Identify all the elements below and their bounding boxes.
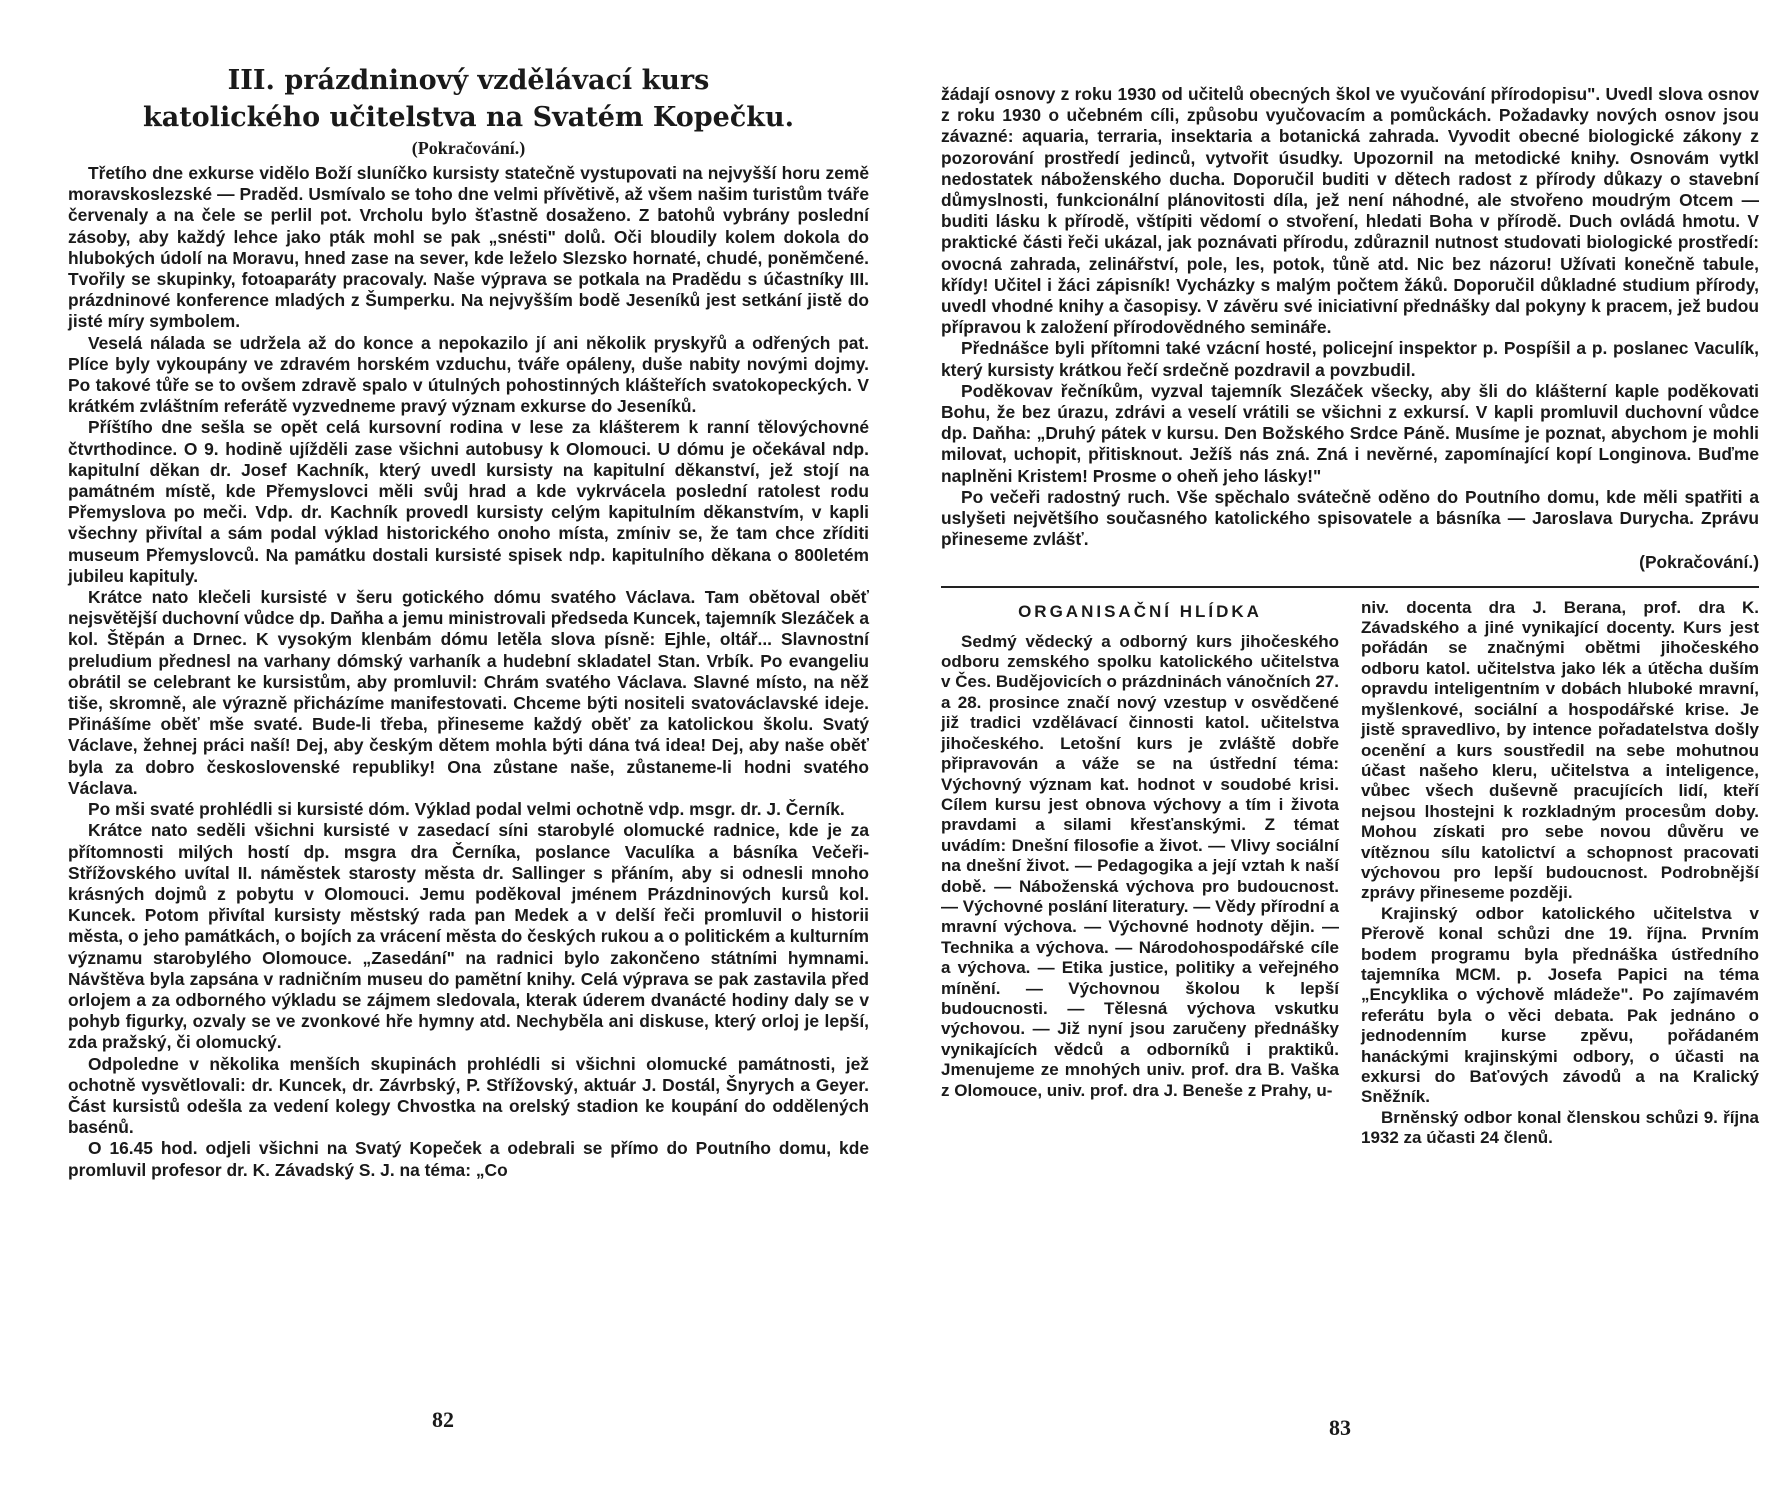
column-right — [1361, 598, 1759, 1149]
article-subtitle: (Pokračování.) — [411, 138, 526, 158]
paragraph: Po večeři radostný ruch. Vše spěchalo svátečně oděno do Poutního domu, kde měli spatřiti a uslyšeti největšího současného katolického spisovatele a básníka — Jaroslava Durycha. Zprávu přineseme zvlášť. — [941, 486, 1759, 550]
title-line-1: III. prázdninový vzdělávací kurs — [227, 65, 710, 96]
paragraph: Příštího dne sešla se opět celá kursovní rodina v lese za klášterem k ranní tělovýchovné čtvrthodince. O 9. hodině ujížděli zase všichni autobusy k Olomouci. U dómu je očekával ndp. kapitulní děkan dr. Josef Kachník, který uvedl kursisty na kapitulní děkanství, jež stojí na památném místě, kde Přemyslovci měli svůj hrad a kde vykrvácela poslední ratolest rodu Přemyslova po meči. Vdp. dr. Kachník provedl kursisty celým kapitulním děkanstvím, v kapli všechny přivítal a sám podal výklad historického onoho místa, zmíniv se, že tam chce zříditi museum Přemyslovců. Na památku dostali kursisté spisek ndp. kapitulního děkana o 800letém jubileu kapituly. — [68, 417, 869, 586]
article-title — [68, 62, 869, 136]
paragraph: Přednášce byli přítomni také vzácní hosté, policejní inspektor p. Pospíšil a p. poslanec Vaculík, který kursisty krátkou řečí srdečně pozdravil a povzbudil. — [941, 338, 1759, 380]
page-number-right: 83 — [1329, 1415, 1351, 1440]
paragraph: Po mši svaté prohlédli si kursisté dóm. Výklad podal velmi ochotně vdp. msgr. dr. J. Černík. — [88, 799, 845, 820]
column-left-text — [941, 632, 1339, 1101]
paragraph: Krátce nato seděli všichni kursisté v zasedací síni starobylé olomucké radnice, kde je za přítomnosti milých hostí dp. msgra dra Černíka, poslance Vaculíka a básníka Večeři-Střížovského uvítal II. náměstek starosty města dr. Sallinger s přáním, aby si odnesli mnoho krásných dojmů z pobytu v Olomouci. Jemu poděkoval jménem Prázdninových kursů kol. Kuncek. Potom přivítal kursisty městský rada pan Medek a v delší řeči promluvil o historii města, o jeho památkách, o bojích za vrácení města do českých rukou a o politickém a kulturním významu starobylého Olomouce. „Zasedání" na radnici bylo zakončeno státními hymnami. Návštěva byla zapsána v radničním museu do pamětní knihy. Celá výprava se pak zastavila před orlojem a za odborného výkladu se zájmem sledovala, kterak úderem dvanácté hodiny daly se v pohyb figurky, ozvaly se ve zvonkové hře hymny atd. Nechyběla ani diskuse, který orloj je lepší, zda pražský, či olomucký. — [68, 820, 869, 1053]
column-left — [941, 598, 1339, 1149]
paragraph: niv. docenta dra J. Berana, prof. dra K. Závadského a jiné vynikající docenty. Kurs jest pořádán se značnými obětmi jihočeského odboru katol. učitelstva jako lék a útěcha duším opravdu inteligentním v dobách hluboké mravní, myšlenkové, sociální a hospodářské krise. Je jistě spravedlivo, by intence pořadatelstva došly ocenění a kurs soustředil na sebe mohutnou účast našeho kleru, učitelstva a inteligence, vůbec všech duševně pracujících lidí, kteří nejsou lhostejni k rozkladným procesům doby. Mohou získati pro sebe novou důvěru ve vítěznou sílu katolictví a schopnost pracovati výchovou pro lepší budoucnost. Podrobnější zprávy přineseme později. — [1361, 597, 1759, 903]
news-columns — [941, 598, 1759, 1149]
column-right-text — [1361, 598, 1759, 1149]
section-header: ORGANISAČNÍ HLÍDKA — [1018, 601, 1262, 621]
paragraph: Třetího dne exkurse vidělo Boží sluníčko kursisty statečně vystupovati na nejvyšší horu země moravskoslezské — Praděd. Usmívalo se toho dne velmi přívětivě, až všem našim turistům tváře červenaly a na čele se perlil pot. Vrcholu bylo šťastně dosaženo. Z batohů vybrány poslední zásoby, aby každý lehce jako pták mohl se pak „snésti" dolů. Oči bloudily kolem dokola do hlubokých údolí na Moravu, hned zase na sever, kde leželo Slezsko hornaté, chudé, poněmčené. Tvořily se skupinky, fotoaparáty pracovaly. Naše výprava se potkala na Pradědu s účastníky III. prázdninové konference mladých z Šumperku. Na nejvyšším bodě Jeseníků jest setkání jistě do jisté míry symbolem. — [68, 163, 869, 332]
paragraph: žádají osnovy z roku 1930 od učitelů obecných škol ve vyučování přírodopisu". Uvedl slova osnov z roku 1930 o učebném cíli, způsobu vyučovacím a pomůckách. Požadavky nových osnov jsou závazné: aquaria, terraria, insektaria a botanická zahrada. Vyvodit obecné biologické zákony z pozorování prostředí jedinců, vytvořit úsudky. Upozornil na metodické knihy. Osnovám vytkl nedostatek náboženského ducha. Doporučil buditi v dětech radost z přírody důkazy o stavební důmyslnosti, funkcionální plánovitosti díla, jež není náhodné, ale stvořeno moudrým Otcem — buditi lásku k přírodě, vštípiti vědomí o stvoření, hledati Boha v přírodě. Duch ovládá hmotu. V praktické části řeči ukázal, jak poznávati přírodu, zdůraznil nutnost studovati biologické prostředí: ovocná zahrada, zelinářství, pole, les, potok, tůně atd. Nic bez názoru! Užívati konečně tabule, křídy! Učitel i žáci zápisník! Vycházky s malým počtem žáků. Doporučil důkladné studium přírody, uvedl vhodné knihy a časopisy. V závěru své iniciativní přednášky dal pokyny k pracem, jež budou přípravou k založení přírodovědného semináře. — [941, 84, 1759, 338]
paragraph: Krajinský odbor katolického učitelstva v Přerově konal schůzi dne 19. října. Prvním bodem programu byla přednáška ústředního tajemníka MCM. p. Josefa Papici na téma „Encyklika o výchově mládeže". Po zajímavém referátu byla o věci debata. Pak jednáno o jednodenním kurse zpěvu, pořádaném hanáckými krajinskými odbory, o účasti na exkursi do Baťových závodů a na Kralický Sněžník. — [1361, 903, 1759, 1107]
paragraph: O 16.45 hod. odjeli všichni na Svatý Kopeček a odebrali se přímo do Poutního domu, kde promluvil profesor dr. K. Závadský S. J. na téma: „Co — [68, 1138, 869, 1180]
right-page — [889, 0, 1778, 1500]
page-number-left: 82 — [432, 1407, 454, 1432]
paragraph: Brněnský odbor konal členskou schůzi 9. října 1932 za účasti 24 členů. — [1361, 1107, 1759, 1148]
paragraph: Odpoledne v několika menších skupinách prohlédli si všichni olomucké památnosti, jež ochotně vysvětlovali: dr. Kuncek, dr. Závrbský, P. Střížovský, aktuár J. Dostál, Šnyrych a Geyer. Část kursistů odešla za vedení kolegy Chvostka na orelský stadion ke koupání do oddělených basénů. — [68, 1053, 869, 1138]
continued-note: (Pokračování.) — [1639, 552, 1759, 573]
paragraph: Sedmý vědecký a odborný kurs jihočeského odboru zemského spolku katolického učitelstva v Čes. Budějovicích o prázdninách vánočních 27. a 28. prosince značí nový vzestup v osvědčené již tradici vzdělávací činnosti katol. učitelstva jihočeského. Letošní kurs je zvláště dobře připravován a váže se na ústřední téma: Výchovný význam kat. hodnot v soudobé krisi. Cílem kursu jest obnova výchovy a tím i života pravdami a silami křesťanskými. Z témat uvádím: Dnešní filosofie a život. — Vlivy sociální na dnešní život. — Pedagogika a její vztah k naší době. — Náboženská výchova pro budoucnost. — Výchovné poslání literatury. — Vědy přírodní a mravní výchova. — Výchovné hodnoty dějin. — Technika a výchova. — Národohospodářské cíle a výchova. — Etika justice, politiky a veřejného mínění. — Výchovnou školou k lepší budoucnosti. — Tělesná výchova vskutku výchovou. — Již nyní jsou zaručeny přednášky vynikajících vědců a odborníků i praktiků. Jmenujeme ze mnohých univ. prof. dra B. Vaška z Olomouce, univ. prof. dra J. Beneše z Prahy, u- — [941, 631, 1339, 1100]
title-line-2: katolického učitelstva na Svatém Kopečku. — [143, 102, 794, 133]
paragraph: Veselá nálada se udržela až do konce a nepokazilo jí ani několik pryskyřů a odřených pat. Plíce byly vykoupány ve zdravém horském vzduchu, tváře opáleny, duše nabity novými dojmy. Po takové tůře se to ovšem zdravě spalo v útulných pohostinných klášteřích svatokopeckých. V krátkém zvláštním referátě vyzvedneme pravý význam exkurse do Jeseníků. — [68, 332, 869, 417]
left-article-body — [68, 163, 869, 1181]
section-divider — [941, 586, 1759, 588]
paragraph: Poděkovav řečníkům, vyzval tajemník Slezáček všecky, aby šli do klášterní kaple poděkovati Bohu, že bez úrazu, zdrávi a veselí vrátili se všichni z exkursí. V kapli promluvil duchovní vůdce dp. Daňha: „Druhý pátek v kursu. Den Božského Srdce Páně. Musíme je poznat, abychom je mohli milovat, uchopit, přitisknout. Ježíš nás zná. Zná i nevěrné, zapomínající kopí Longinova. Buďme naplněni Kristem! Prosme o oheň jeho lásky!" — [941, 380, 1759, 486]
right-article-body — [941, 84, 1759, 550]
paragraph: Krátce nato klečeli kursisté v šeru gotického dómu svatého Václava. Tam obětoval oběť nejsvětější duchovní vůdce dp. Daňha a jemu ministrovali předseda Kuncek, tajemník Slezáček a kol. Štěpán a Drnec. K vysokým klenbám dómu letěla slova písně: Ejhle, oltář... Slavnostní preludium přednesl na varhany dómský varhaník a hudební skladatel Stan. Vrbík. Po evangeliu obrátil se celebrant ke kursistům, aby promluvil: Chrám svatého Václava. Slavné místo, na něž tiše, skromně, ale výrazně přicházíme manifestovati. Chceme býti nositeli svatováclavské ideje. Přinášíme oběť mše svaté. Bude-li třeba, přineseme každý oběť za katolickou školu. Svatý Václave, žehnej práci naší! Dej, aby českým dětem mohla býti dána tvá idea! Dej, aby naše oběť byla za dobro československé republiky! Ona zůstane naše, zůstaneme-li hodni svatého Václava. — [68, 587, 869, 798]
